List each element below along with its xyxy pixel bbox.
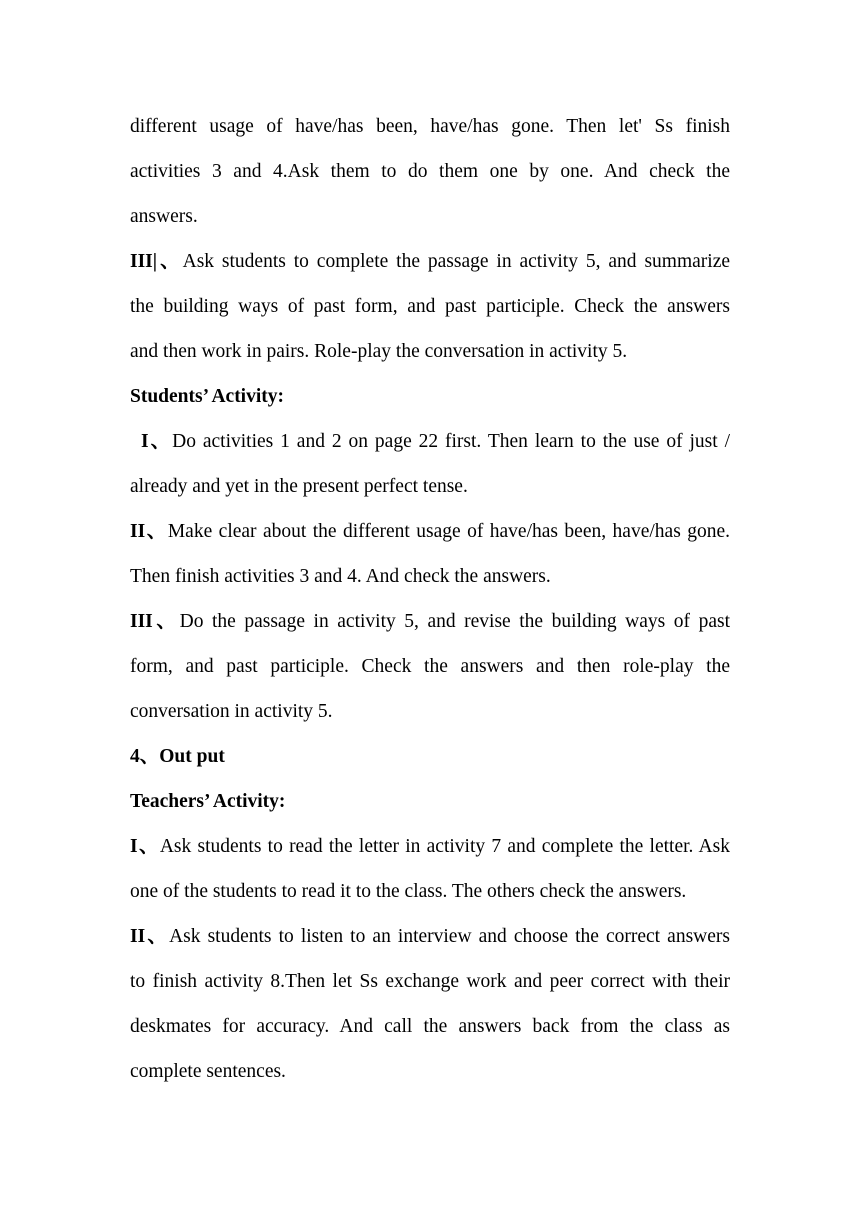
line-text: answers.	[130, 206, 198, 227]
line-text: conversation in activity 5.	[130, 701, 333, 722]
body-text-line	[130, 113, 730, 141]
line-text: Ask students to read the letter in activity 7 and complete the letter. Ask	[159, 836, 730, 857]
line-text: Ask students to complete the passage in activity 5, and summarize	[182, 251, 730, 272]
body-text-line	[130, 563, 730, 591]
line-text: Do the passage in activity 5, and revise the building ways of past	[179, 611, 730, 632]
numbered-item-line	[130, 608, 730, 636]
line-text: Do activities 1 and 2 on page 22 first. Then learn to the use of just /	[172, 431, 730, 452]
heading-text: Teachers’ Activity:	[130, 791, 286, 812]
line-text: to finish activity 8.Then let Ss exchange work and peer correct with their	[130, 971, 730, 992]
body-text-line	[130, 653, 730, 681]
body-text-line	[130, 1013, 730, 1041]
item-number: III、	[130, 611, 180, 632]
item-number: II、	[130, 926, 170, 947]
numbered-item-line	[130, 518, 730, 546]
body-text-line	[130, 158, 730, 186]
heading-text: 4、Out put	[130, 746, 225, 767]
item-number: III|、	[130, 251, 183, 272]
line-text: and then work in pairs. Role-play the conversation in activity 5.	[130, 341, 628, 362]
section-heading	[130, 743, 730, 771]
section-heading	[130, 383, 730, 411]
line-text: Make clear about the different usage of have/has been, have/has gone.	[167, 521, 731, 542]
section-heading	[130, 788, 730, 816]
heading-text: Students’ Activity:	[130, 386, 285, 407]
line-text: form, and past participle. Check the answers and then role-play the	[130, 656, 730, 677]
line-text: Then finish activities 3 and 4. And check the answers.	[130, 566, 551, 587]
line-text: already and yet in the present perfect tense.	[130, 476, 468, 497]
item-number: II、	[130, 521, 168, 542]
line-text: deskmates for accuracy. And call the answers back from the class as	[130, 1016, 730, 1037]
body-text-line	[130, 968, 730, 996]
body-text-line	[130, 338, 730, 366]
numbered-item-line	[130, 248, 730, 276]
item-number: I、	[141, 431, 173, 452]
body-text-line	[130, 293, 730, 321]
line-text: different usage of have/has been, have/has gone. Then let' Ss finish	[130, 116, 730, 137]
body-text-line	[130, 203, 730, 231]
body-text-line	[130, 1058, 730, 1086]
line-text: one of the students to read it to the class. The others check the answers.	[130, 881, 687, 902]
line-text: the building ways of past form, and past participle. Check the answers	[130, 296, 730, 317]
line-text: complete sentences.	[130, 1061, 286, 1082]
body-text-line	[130, 698, 730, 726]
numbered-item-line	[130, 923, 730, 951]
body-text-line	[130, 878, 730, 906]
numbered-item-line	[141, 428, 730, 456]
body-text-line	[130, 473, 730, 501]
item-number: I、	[130, 836, 160, 857]
line-text: activities 3 and 4.Ask them to do them one by one. And check the	[130, 161, 730, 182]
numbered-item-line	[130, 833, 730, 861]
line-text: Ask students to listen to an interview and choose the correct answers	[169, 926, 730, 947]
